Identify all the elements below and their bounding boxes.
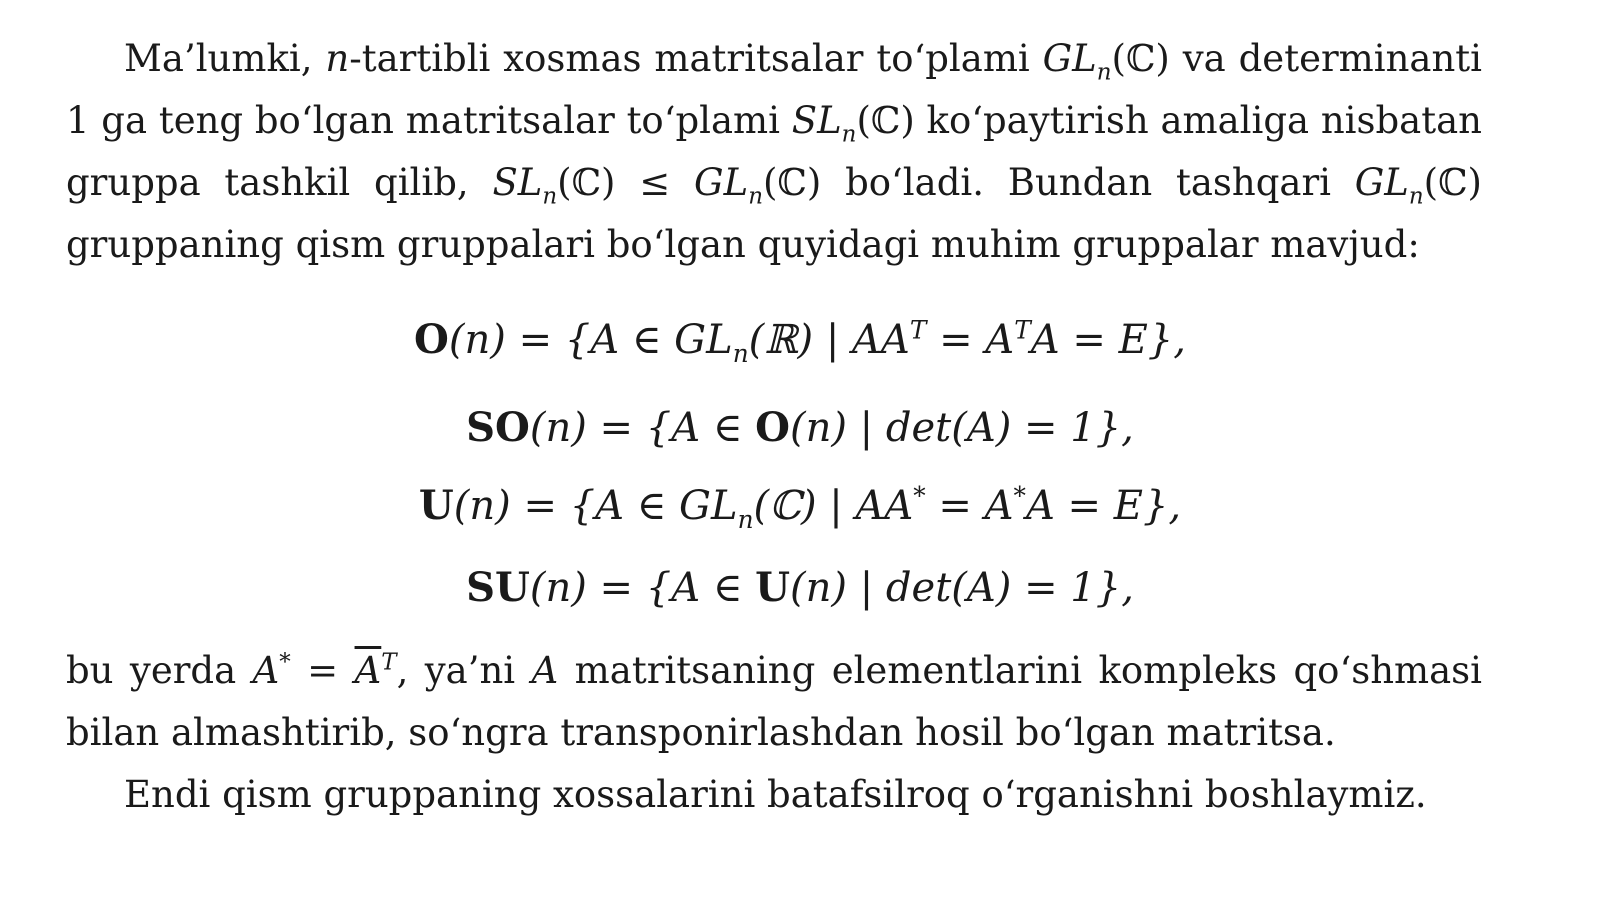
superscript-star: * [1013,481,1026,511]
math-gln-c [1042,37,1170,86]
eq-text: (n) | det(A) = 1}, [790,565,1134,611]
subscript-n: n [841,121,857,148]
equation-special-orthogonal-group [0,402,1600,454]
math-sln-c [492,161,616,210]
text-span: bo‘ladi. Bundan tashqari [821,161,1355,204]
math-n: n [325,37,350,80]
equals-symbol: = [290,649,355,692]
superscript-star: * [913,481,926,511]
text-span: ko‘paytirish amaliga nisbatan gruppa tashkil qilib, [66,99,1482,204]
text-span: Ma’lumki, [124,37,326,80]
gl-symbol: GL [1354,161,1409,204]
math-gln-c [1354,161,1482,210]
text-span: gruppaning qism gruppalari bo‘lgan quyidagi muhim gruppalar mavjud: [66,223,1420,266]
closing-paragraph [66,764,1482,826]
subscript-n: n [542,183,558,210]
complex-field: (ℂ) [1111,37,1170,80]
superscript-t: T [909,315,927,345]
superscript-t: T [1014,315,1031,345]
subscript-n: n [1408,183,1424,210]
complex-field: (ℂ) [762,161,822,204]
eq-text: A = E}, [1030,317,1186,363]
text-span: bu yerda [66,649,253,692]
text-span: va determinanti 1 ga teng bo‘lgan matritsalar to‘plami [66,37,1482,142]
gl-symbol: GL [694,161,749,204]
sl-symbol: SL [791,99,842,142]
bold-symbol: U [755,564,791,611]
leq-symbol: ≤ [615,161,695,204]
subscript-n: n [732,339,749,368]
math-sln-c [791,99,915,148]
bold-symbol: O [755,404,790,451]
text-span: -tartibli xosmas matritsalar to‘plami [349,37,1043,80]
subscript-n: n [737,505,754,534]
gl-symbol: GL [1042,37,1097,80]
math-a: A [531,649,559,692]
bold-symbol: U [418,482,454,529]
math-a: A [252,649,280,692]
intro-paragraph [66,28,1482,276]
complex-field: (ℂ) [557,161,616,204]
text-span: Endi qism gruppaning xossalarini batafsilroq o‘rganishni boshlaymiz. [124,773,1427,816]
text-span: , ya’ni [396,649,532,692]
complex-field: (ℂ) [856,99,915,142]
superscript-t: T [381,649,397,676]
sl-symbol: SL [492,161,543,204]
equation-orthogonal-group [0,314,1600,366]
eq-text: (ℝ) | AA [748,317,910,363]
eq-text: (n) | det(A) = 1}, [789,405,1134,451]
bold-symbol: O [414,316,449,363]
eq-text: A = E}, [1025,483,1182,529]
eq-text: (ℂ) | AA [753,483,914,529]
eq-text: (n) = {A ∈ [529,565,756,611]
complex-field: (ℂ) [1423,161,1482,204]
subscript-n: n [1096,59,1112,86]
subscript-n: n [748,183,763,210]
equation-special-unitary-group [0,562,1600,614]
bold-symbol: SO [466,404,530,451]
eq-text: = A [925,483,1014,529]
eq-text: (n) = {A ∈ [529,405,756,451]
math-gln-c [694,161,822,210]
math-a-conjugate: $\overline{A}$ [354,649,382,692]
eq-text: (n) = {A ∈ GL [453,483,738,529]
bold-symbol: SU [466,564,530,611]
eq-text: (n) = {A ∈ GL [448,317,733,363]
equation-unitary-group [0,480,1600,532]
eq-text: = A [926,317,1015,363]
text-span: matritsaning elementlarini kompleks qo‘shmasi bilan almashtirib, so‘ngra transponirlashdan hosil bo‘lgan matritsa. [66,649,1482,754]
superscript-star: * [279,649,291,676]
explanation-paragraph [66,640,1482,764]
